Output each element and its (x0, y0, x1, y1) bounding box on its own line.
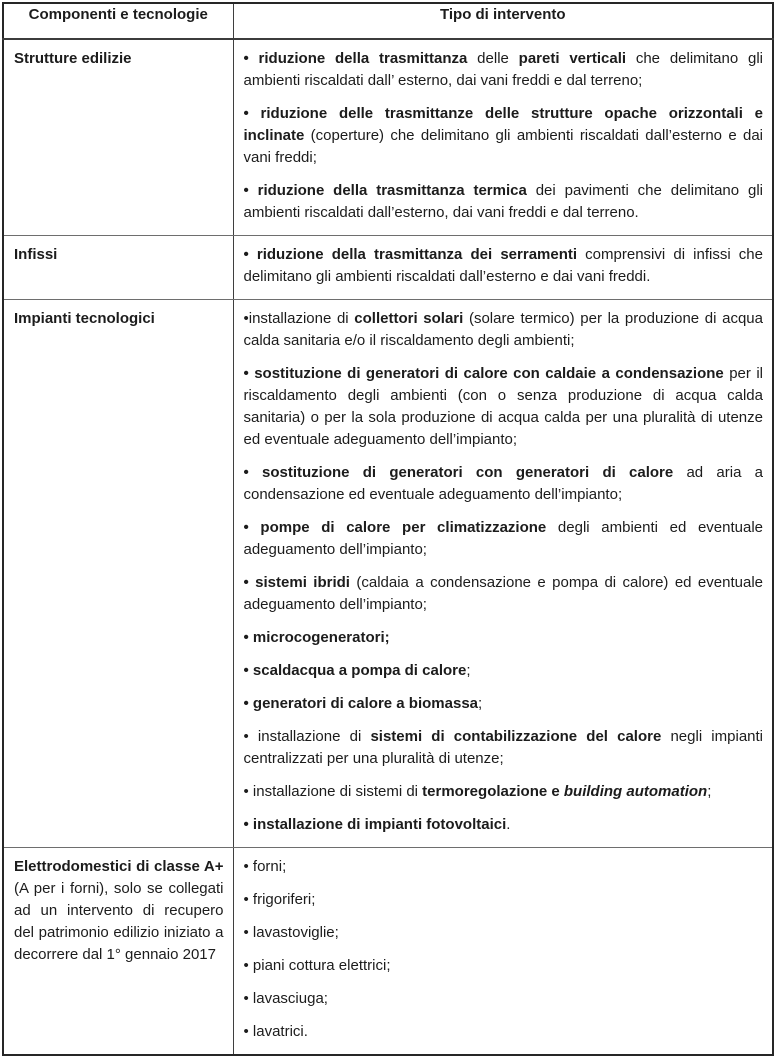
bullet-item (244, 988, 764, 1010)
text-segment: • riduzione della trasmittanza (243, 50, 468, 67)
header-intervention-type: Tipo di intervento (233, 3, 773, 39)
table-body (3, 39, 773, 1055)
text-segment: • lavastoviglie; (243, 924, 339, 941)
text-segment: building automation (563, 783, 708, 800)
text-segment: • riduzione delle trasmittanze delle strutture opache orizzontali e inclinate (243, 105, 763, 144)
text-segment: • riduzione della trasmittanza dei serramenti (243, 246, 578, 263)
component-text (14, 856, 224, 966)
text-segment: Strutture edilizie (14, 50, 132, 67)
text-segment: • riduzione della trasmittanza termica (243, 182, 527, 199)
text-segment: •installazione di (243, 310, 355, 327)
text-segment: ; (478, 695, 483, 712)
text-segment: • microcogeneratori; (243, 629, 390, 646)
text-segment: (A per i forni), solo se collegati ad un intervento di recupero del patrimonio edilizio iniziato a decorrere dal 1° gennaio 2017 (14, 880, 224, 963)
text-segment: negli impianti centralizzati per una pluralità di utenze; (243, 728, 763, 767)
component-text (14, 244, 224, 266)
text-segment: • generatori di calore a biomassa (243, 695, 479, 712)
text-segment: • sostituzione di generatori di calore con caldaie a condensazione (243, 365, 724, 382)
text-segment: Infissi (14, 246, 58, 263)
bullet-item (244, 308, 764, 352)
bullet-item (244, 462, 764, 506)
component-cell (3, 236, 233, 300)
intervention-cell (233, 300, 773, 848)
text-segment: delle (467, 50, 519, 67)
text-segment: (coperture) che delimitano gli ambienti riscaldati dall’esterno e dai vani freddi; (243, 127, 763, 166)
bullet-item (244, 889, 764, 911)
bullet-item (244, 48, 764, 92)
text-segment: collettori solari (354, 310, 464, 327)
bullet-item (244, 922, 764, 944)
text-segment: (solare termico) per la produzione di acqua calda sanitaria e/o il riscaldamento degli ambienti; (243, 310, 763, 349)
text-segment: pareti verticali (518, 50, 627, 67)
text-segment: • installazione di impianti fotovoltaici (243, 816, 507, 833)
bullet-item (244, 814, 764, 836)
table-header-row (3, 3, 773, 39)
table-row (3, 39, 773, 236)
table-row (3, 236, 773, 300)
bullet-item (244, 726, 764, 770)
text-segment: Impianti tecnologici (14, 310, 155, 327)
component-text (14, 48, 224, 70)
text-segment: ad aria a condensazione ed eventuale adeguamento dell’impianto; (243, 464, 763, 503)
text-segment: per il riscaldamento degli ambienti (con o senza produzione di acqua calda sanitaria) o per la sola produzione di acqua calda per una pluralità di utenze ed eventuale adeguamento dell’impianto; (243, 365, 763, 448)
text-segment: (caldaia a condensazione e pompa di calore) ed eventuale adeguamento dell’impianto; (243, 574, 763, 613)
text-segment: • pompe di calore per climatizzazione (243, 519, 547, 536)
text-segment: • sostituzione di generatori con generatori di calore (243, 464, 674, 481)
text-segment: • sistemi ibridi (243, 574, 350, 591)
component-cell (3, 39, 233, 236)
bullet-item (244, 572, 764, 616)
table-row (3, 300, 773, 848)
text-segment: sistemi di contabilizzazione del calore (370, 728, 662, 745)
header-components: Componenti e tecnologie (3, 3, 233, 39)
component-text (14, 308, 224, 330)
text-segment: • piani cottura elettrici; (243, 957, 391, 974)
bullet-item (244, 1021, 764, 1043)
text-segment: • forni; (243, 858, 287, 875)
bullet-item (244, 103, 764, 169)
text-segment: Elettrodomestici di classe A+ (14, 858, 224, 875)
bullet-item (244, 627, 764, 649)
intervention-cell (233, 39, 773, 236)
text-segment: dei pavimenti che delimitano gli ambienti riscaldati dall’esterno, dai vani freddi e dal terreno. (243, 182, 763, 221)
bullet-item (244, 244, 764, 288)
text-segment: termoregolazione e (422, 783, 564, 800)
component-cell (3, 300, 233, 848)
text-segment: comprensivi di infissi che delimitano gli ambienti riscaldati dall’esterno e dai vani freddi. (243, 246, 763, 285)
text-segment: • installazione di (243, 728, 371, 745)
bullet-item (244, 955, 764, 977)
text-segment: • lavatrici. (243, 1023, 308, 1040)
bullet-item (244, 856, 764, 878)
bullet-item (244, 693, 764, 715)
text-segment: . (506, 816, 511, 833)
text-segment: • frigoriferi; (243, 891, 316, 908)
text-segment: • lavasciuga; (243, 990, 328, 1007)
bullet-item (244, 517, 764, 561)
text-segment: degli ambienti ed eventuale adeguamento dell’impianto; (243, 519, 764, 558)
bullet-item (244, 363, 764, 451)
intervention-cell (233, 236, 773, 300)
bullet-item (244, 660, 764, 682)
bullet-item (244, 180, 764, 224)
text-segment: che delimitano gli ambienti riscaldati dall’ esterno, dai vani freddi e dal terreno; (243, 50, 763, 89)
text-segment: • installazione di sistemi di (243, 783, 423, 800)
text-segment: • scaldacqua a pompa di calore (243, 662, 467, 679)
text-segment: ; (707, 783, 712, 800)
bullet-item (244, 781, 764, 803)
interventions-table (2, 2, 774, 1056)
text-segment: ; (466, 662, 471, 679)
